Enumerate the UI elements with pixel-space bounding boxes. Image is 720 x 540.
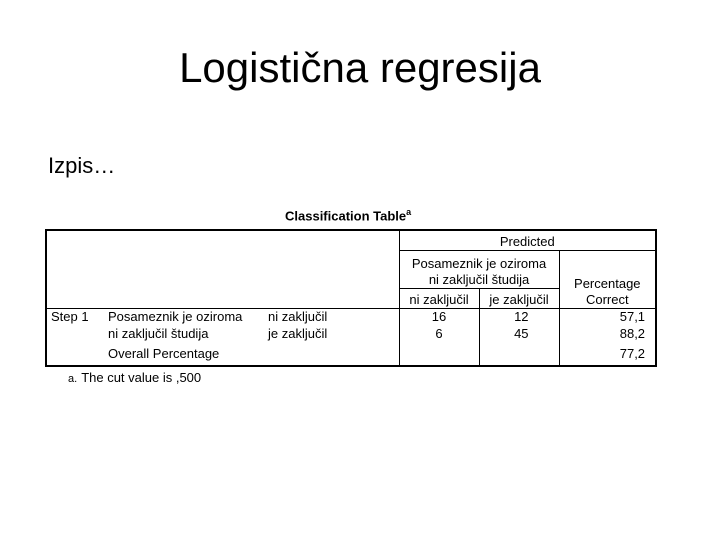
footnote-text: The cut value is ,500	[81, 370, 202, 385]
overall-pct: 77,2	[559, 346, 656, 366]
cell-ni-pct: 57,1	[559, 308, 656, 326]
observed-var-line1: Posameznik je oziroma	[108, 308, 243, 324]
row-label-ni: ni zaključil	[264, 308, 399, 326]
dependent-variable-line1: Posameznik je oziroma	[411, 255, 547, 271]
row-label-je: je zaključil	[268, 326, 328, 341]
table-title-text: Classification Table	[285, 208, 407, 224]
overall-label: Overall Percentage	[104, 346, 399, 366]
slide-title: Logistična regresija	[179, 44, 541, 91]
table-title	[285, 203, 411, 225]
step-label: Step 1	[46, 308, 104, 326]
table-footnote	[68, 370, 201, 387]
cell-je-ni: 6	[399, 326, 479, 346]
cell-ni-ni: 16	[399, 308, 479, 326]
observed-var-header	[104, 308, 264, 326]
dependent-variable-line2: ni zaključil študija	[428, 271, 530, 287]
percentage-correct-line1: Percentage	[574, 275, 641, 291]
footnote-mark: a.	[68, 373, 78, 385]
bullet-text: Izpis…	[48, 153, 116, 178]
overall-je-empty	[479, 346, 559, 366]
cell-je-je: 45	[479, 326, 559, 346]
percentage-correct-header	[559, 250, 656, 308]
observed-header-cell	[46, 230, 399, 308]
col-header-je: je zaključil	[479, 288, 559, 308]
classification-table	[45, 229, 657, 367]
table-title-superscript: a	[406, 207, 412, 217]
cell-ni-je: 12	[479, 308, 559, 326]
step-spacer	[46, 326, 104, 346]
observed-var-line2: ni zaključil študija	[108, 326, 209, 341]
overall-spacer	[46, 346, 104, 366]
dependent-variable-header	[399, 250, 559, 288]
predicted-header: Predicted	[399, 230, 656, 250]
percentage-correct-line2: Correct	[585, 291, 629, 307]
cell-je-pct: 88,2	[559, 326, 656, 346]
col-header-ni: ni zaključil	[399, 288, 479, 308]
overall-ni-empty	[399, 346, 479, 366]
